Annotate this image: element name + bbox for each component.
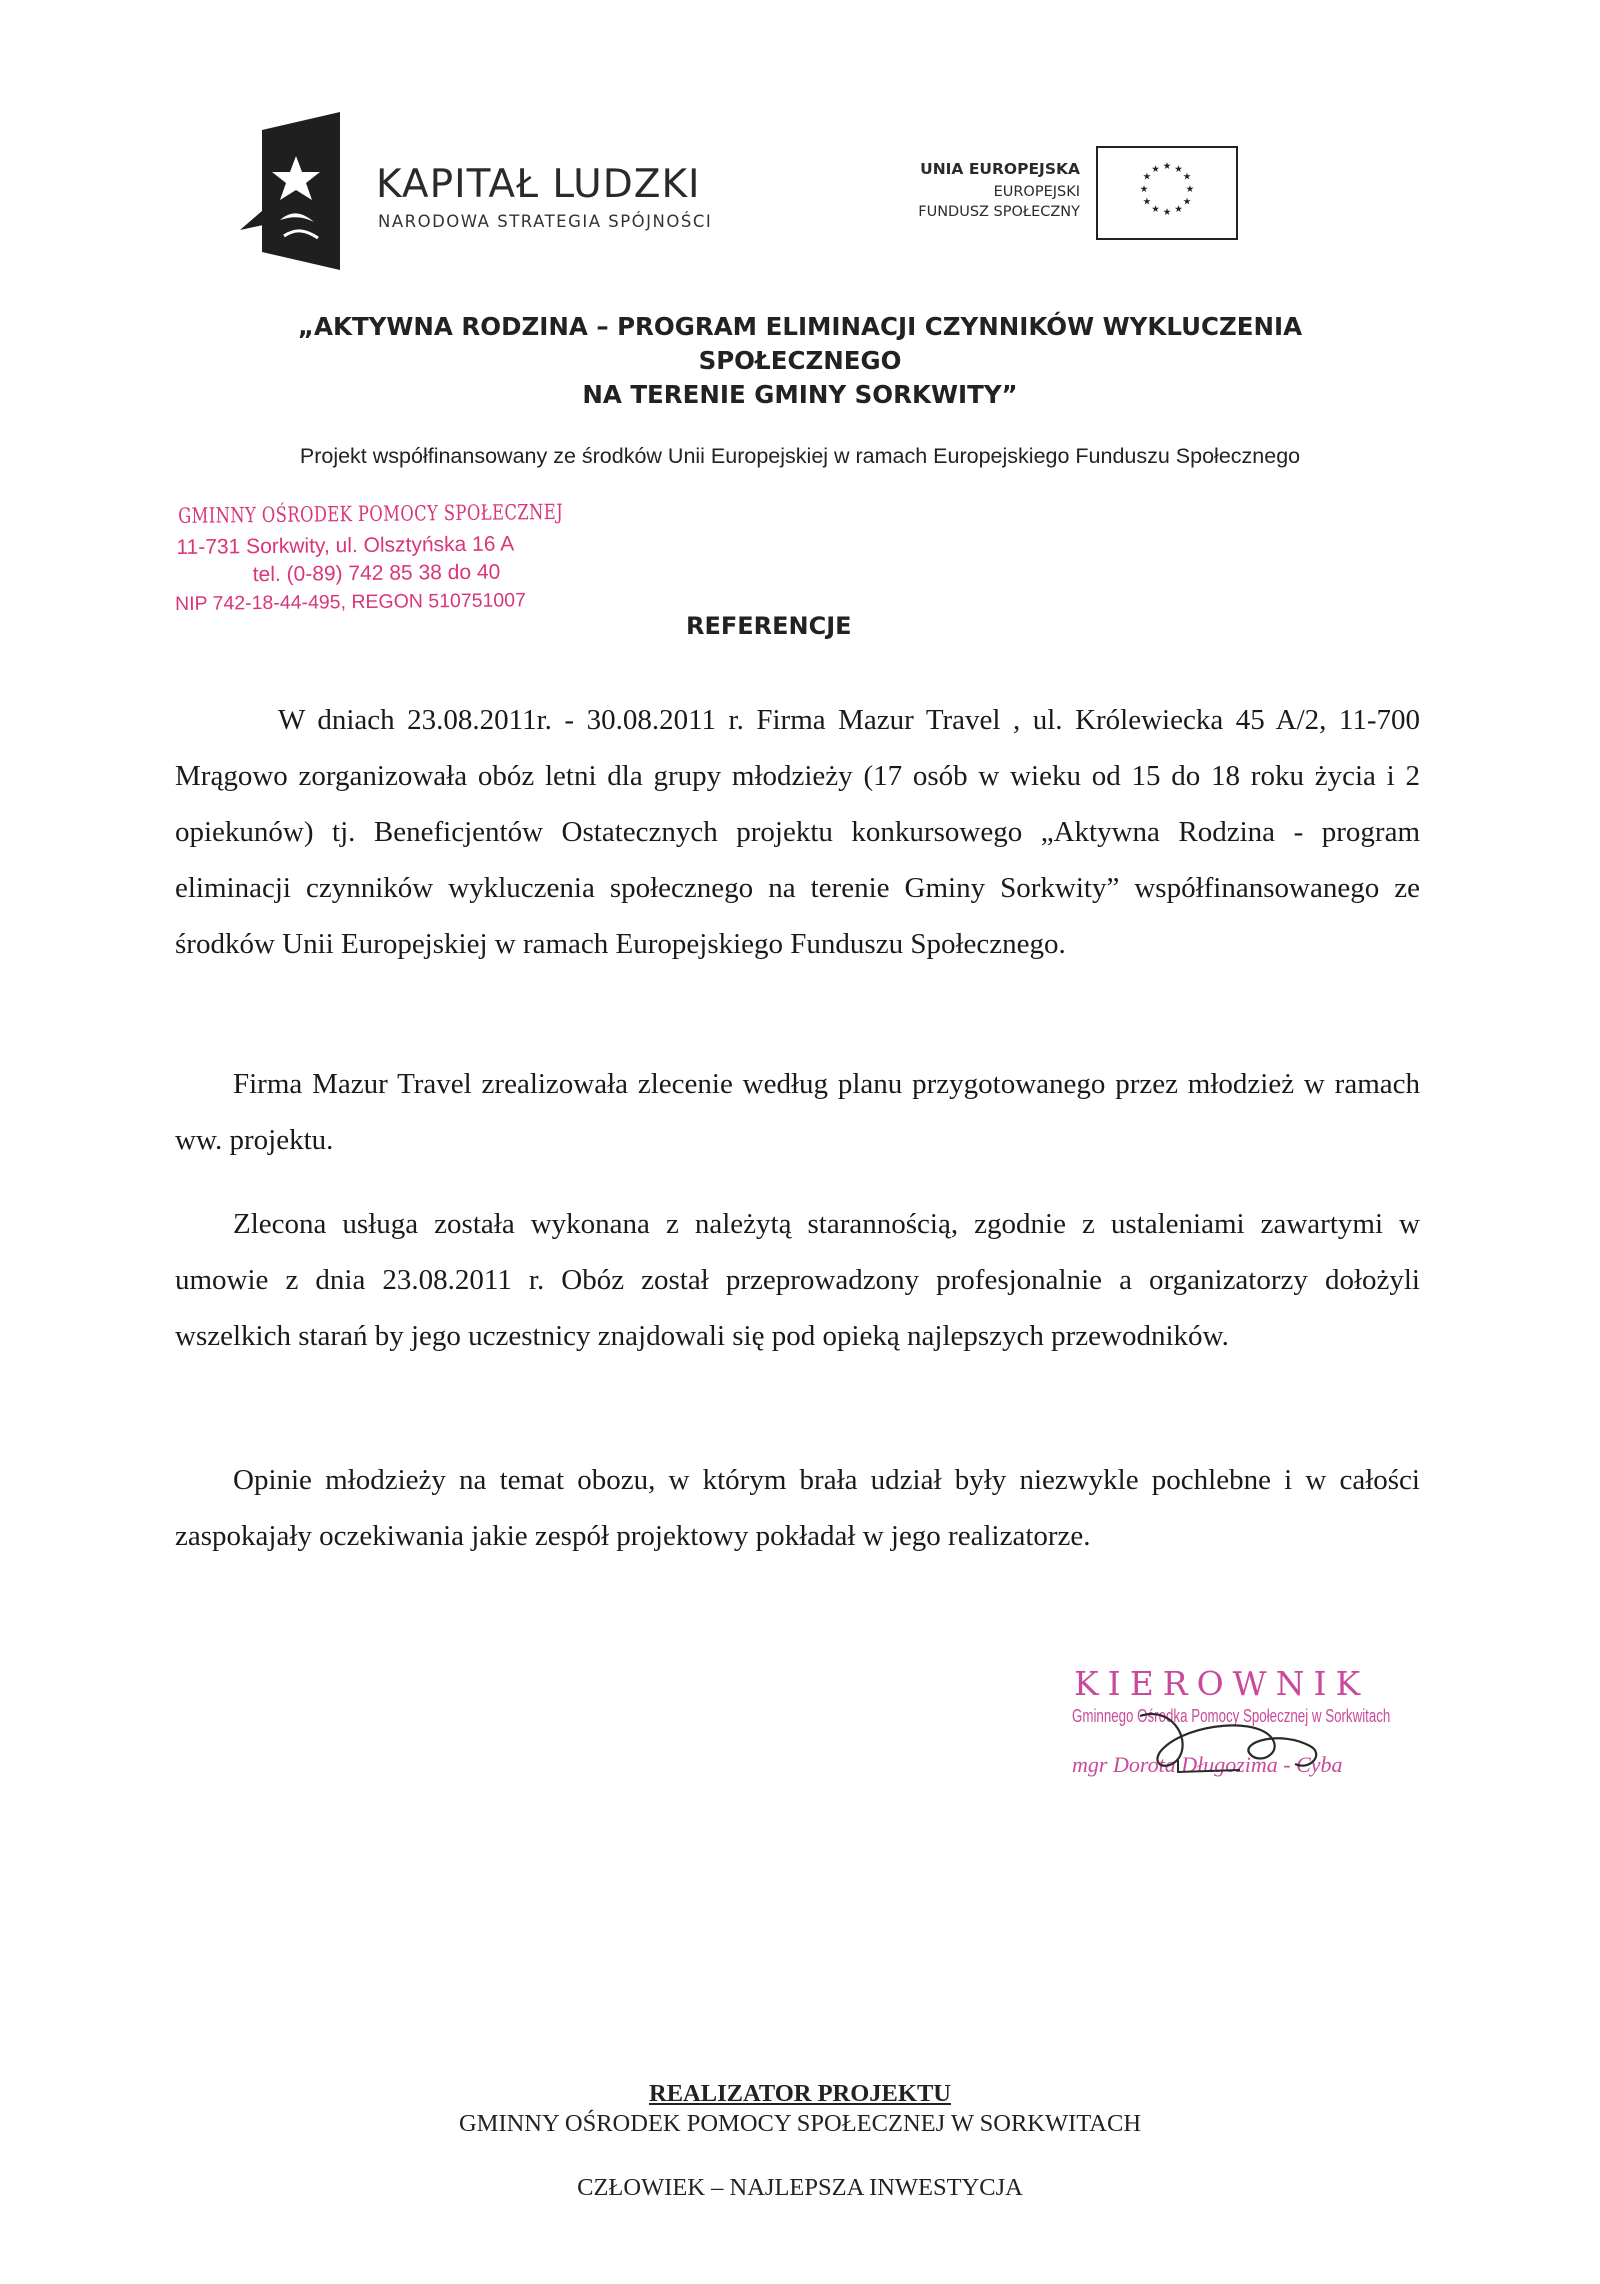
eu-line-1: UNIA EUROPEJSKA (920, 160, 1080, 178)
project-title-line-3: NA TERENIE GMINY SORKWITY” (582, 380, 1018, 409)
footer-implementer-name: GMINNY OŚRODEK POMOCY SPOŁECZNEJ W SORKWITACH (458, 2110, 1142, 2137)
svg-text:★: ★ (1182, 171, 1192, 183)
signature-name: mgr Dorota Długozima - Cyba (1072, 1752, 1343, 1777)
eu-line-2: EUROPEJSKI (993, 184, 1080, 200)
footer-slogan: CZŁOWIEK – NAJLEPSZA INWESTYCJA (577, 2174, 1023, 2201)
logo-title: KAPITAŁ LUDZKI (376, 162, 701, 207)
svg-text:★: ★ (1162, 161, 1172, 173)
signature-org: Gminnego Ośrodka Pomocy Społecznej w Sorkwitach (1072, 1706, 1391, 1726)
project-title-line-2: SPOŁECZNEGO (698, 346, 902, 375)
stamp-ids: NIP 742-18-44-495, REGON 510751007 (174, 589, 527, 615)
body-paragraph-3: Zlecona usługa została wykonana z należytą starannością, zgodnie z ustaleniami zawartymi w umowie z dnia 23.08.2011 r. Obóz został przeprowadzony profesjonalnie a organizatorzy dołożyli wszelkich starań by jego uczestnicy znajdowali się pod opieką najlepszych przewodników. (175, 1208, 1420, 1352)
stamp-name: GMINNY OŚRODEK POMOCY SPOŁECZNEJ (177, 499, 564, 528)
svg-text:★: ★ (1162, 207, 1172, 219)
footer-implementer-heading: REALIZATOR PROJEKTU (649, 2080, 951, 2107)
svg-text:★: ★ (1174, 204, 1183, 216)
stamp-address: 11-731 Sorkwity, ul. Olsztyńska 16 A (176, 532, 515, 559)
logo-subtitle: NARODOWA STRATEGIA SPÓJNOŚCI (378, 212, 713, 231)
document-heading: REFERENCJE (686, 612, 852, 640)
eu-flag-icon (1096, 146, 1238, 240)
body-paragraph-2: Firma Mazur Travel zrealizowała zlecenie według planu przygotowanego przez młodzież w ramach ww. projektu. (175, 1068, 1420, 1156)
signature-title: KIEROWNIK (1074, 1664, 1370, 1703)
svg-text:★: ★ (1142, 171, 1152, 183)
eu-line-3: FUNDUSZ SPOŁECZNY (918, 204, 1080, 220)
handwritten-signature-icon (1080, 1676, 1380, 1806)
svg-text:★: ★ (1174, 163, 1183, 175)
kapital-ludzki-logo-icon (240, 112, 340, 270)
svg-text:★: ★ (1142, 196, 1152, 208)
svg-text:★: ★ (1185, 184, 1195, 196)
svg-text:★: ★ (1151, 204, 1160, 216)
svg-text:★: ★ (1182, 196, 1192, 208)
stamp-phone: tel. (0-89) 742 85 38 do 40 (252, 560, 501, 587)
cofinancing-note: Projekt współfinansowany ze środków Unii Europejskiej w ramach Europejskiego Funduszu Społecznego (299, 444, 1301, 468)
project-title-line-1: „AKTYWNA RODZINA – PROGRAM ELIMINACJI CZYNNIKÓW WYKLUCZENIA (297, 312, 1303, 341)
body-paragraph-1: W dniach 23.08.2011r. - 30.08.2011 r. Firma Mazur Travel , ul. Królewiecka 45 A/2, 11-700 Mrągowo zorganizowała obóz letni dla grupy młodzieży (17 osób w wieku od 15 do 18 roku życia i 2 opiekunów) tj. Beneficjentów Ostatecznych projektu konkursowego „Aktywna Rodzina - program eliminacji czynników wykluczenia społecznego na terenie Gminy Sorkwity” współfinansowanego ze środków Unii Europejskiej w ramach Europejskiego Funduszu Społecznego. (175, 704, 1420, 960)
body-paragraph-4: Opinie młodzieży na temat obozu, w którym brała udział były niezwykle pochlebne i w całości zaspokajały oczekiwania jakie zespół projektowy pokładał w jego realizatorze. (175, 1464, 1420, 1552)
institution-stamp (172, 499, 673, 618)
svg-text:★: ★ (1151, 163, 1160, 175)
project-title (150, 310, 1450, 412)
svg-text:★: ★ (1139, 184, 1149, 196)
eu-logo-text (918, 160, 1080, 220)
